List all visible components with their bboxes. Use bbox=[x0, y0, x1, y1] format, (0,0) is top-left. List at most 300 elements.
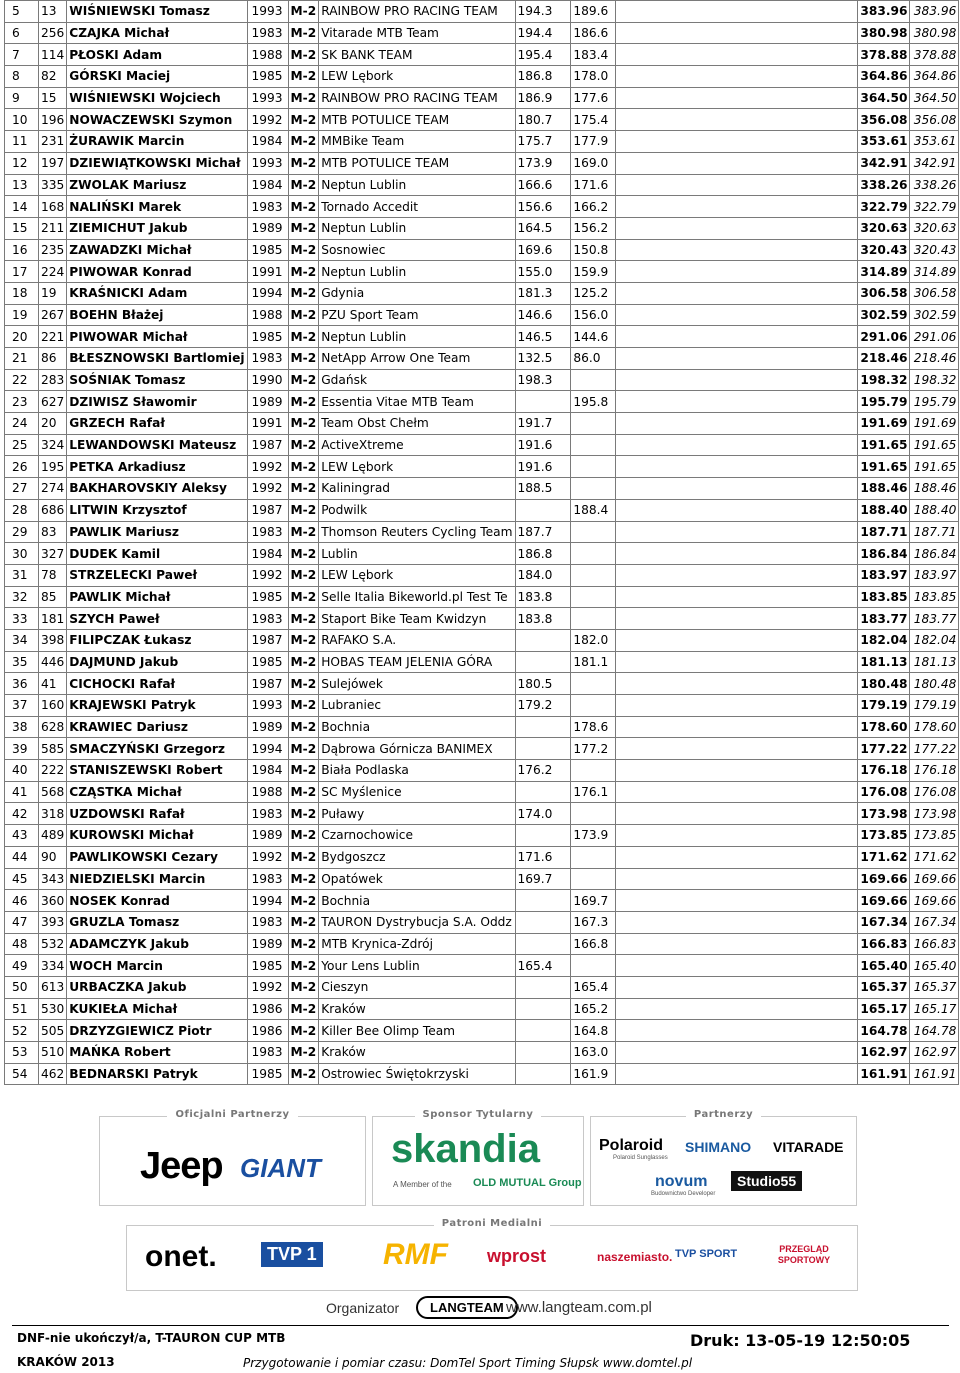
cell-pos: 23 bbox=[5, 391, 39, 413]
table-row bbox=[5, 131, 959, 153]
table-row bbox=[5, 803, 959, 825]
cell-category: M-2 bbox=[288, 391, 319, 413]
cell-pos: 24 bbox=[5, 413, 39, 435]
cell-lap1: 181.3 bbox=[515, 282, 554, 304]
cell-lap1: 176.2 bbox=[515, 760, 554, 782]
cell-points: 191.69 bbox=[858, 413, 910, 435]
cell-category: M-2 bbox=[288, 803, 319, 825]
table-row bbox=[5, 326, 959, 348]
cell-category: M-2 bbox=[288, 456, 319, 478]
cell-lap1: 184.0 bbox=[515, 564, 554, 586]
cell-empty bbox=[616, 868, 858, 890]
cell-number: 393 bbox=[39, 911, 67, 933]
cell-total: 353.61 bbox=[910, 131, 959, 153]
cell-year: 1988 bbox=[247, 781, 288, 803]
cell-empty bbox=[616, 825, 858, 847]
cell-empty bbox=[554, 586, 571, 608]
cell-empty bbox=[616, 911, 858, 933]
cell-team: Cieszyn bbox=[319, 976, 515, 998]
cell-number: 15 bbox=[39, 87, 67, 109]
cell-pos: 18 bbox=[5, 282, 39, 304]
cell-category: M-2 bbox=[288, 261, 319, 283]
cell-empty bbox=[616, 521, 858, 543]
cell-year: 1993 bbox=[247, 1, 288, 23]
cell-empty bbox=[554, 22, 571, 44]
cell-lap2: 169.7 bbox=[571, 890, 616, 912]
cell-lap1 bbox=[515, 629, 554, 651]
table-row bbox=[5, 760, 959, 782]
cell-empty bbox=[616, 152, 858, 174]
cell-lap1: 146.6 bbox=[515, 304, 554, 326]
cell-lap1 bbox=[515, 391, 554, 413]
cell-lap2: 195.8 bbox=[571, 391, 616, 413]
partners-section bbox=[590, 1109, 857, 1206]
cell-points: 380.98 bbox=[858, 22, 910, 44]
cell-empty bbox=[616, 586, 858, 608]
cell-number: 196 bbox=[39, 109, 67, 131]
cell-pos: 12 bbox=[5, 152, 39, 174]
cell-number: 398 bbox=[39, 629, 67, 651]
cell-lap1: 166.6 bbox=[515, 174, 554, 196]
cell-number: 13 bbox=[39, 1, 67, 23]
cell-empty bbox=[616, 239, 858, 261]
cell-lap1: 191.6 bbox=[515, 456, 554, 478]
footer-divider bbox=[12, 1325, 949, 1326]
cell-number: 197 bbox=[39, 152, 67, 174]
cell-empty bbox=[616, 608, 858, 630]
cell-lap1: 156.6 bbox=[515, 196, 554, 218]
cell-category: M-2 bbox=[288, 976, 319, 998]
cell-category: M-2 bbox=[288, 282, 319, 304]
cell-empty bbox=[554, 348, 571, 370]
cell-empty bbox=[554, 66, 571, 88]
cell-pos: 49 bbox=[5, 955, 39, 977]
cell-year: 1984 bbox=[247, 174, 288, 196]
cell-team: Kaliningrad bbox=[319, 478, 515, 500]
cell-points: 183.97 bbox=[858, 564, 910, 586]
cell-empty bbox=[616, 131, 858, 153]
polaroid-logo: Polaroid bbox=[599, 1137, 664, 1154]
cell-lap2: 86.0 bbox=[571, 348, 616, 370]
cell-empty bbox=[554, 933, 571, 955]
cell-empty bbox=[554, 499, 571, 521]
cell-total: 314.89 bbox=[910, 261, 959, 283]
cell-team: Sulejówek bbox=[319, 673, 515, 695]
cell-category: M-2 bbox=[288, 326, 319, 348]
table-row bbox=[5, 478, 959, 500]
skandia-logo: skandia bbox=[391, 1127, 540, 1171]
cell-total: 182.04 bbox=[910, 629, 959, 651]
shimano-logo: SHIMANO bbox=[685, 1139, 752, 1155]
cell-empty bbox=[616, 629, 858, 651]
cell-empty bbox=[554, 261, 571, 283]
cell-total: 176.18 bbox=[910, 760, 959, 782]
cell-empty bbox=[554, 174, 571, 196]
cell-lap2: 166.2 bbox=[571, 196, 616, 218]
cell-total: 165.17 bbox=[910, 998, 959, 1020]
cell-total: 218.46 bbox=[910, 348, 959, 370]
cell-empty bbox=[554, 651, 571, 673]
cell-lap2 bbox=[571, 868, 616, 890]
cell-team: Lubraniec bbox=[319, 695, 515, 717]
cell-lap2 bbox=[571, 760, 616, 782]
cell-name: WOCH Marcin bbox=[67, 955, 247, 977]
cell-year: 1991 bbox=[247, 261, 288, 283]
table-row bbox=[5, 456, 959, 478]
giant-logo: GIANT bbox=[240, 1153, 321, 1183]
cell-team: MTB POTULICE TEAM bbox=[319, 109, 515, 131]
cell-year: 1993 bbox=[247, 152, 288, 174]
cell-pos: 32 bbox=[5, 586, 39, 608]
cell-number: 82 bbox=[39, 66, 67, 88]
cell-empty bbox=[554, 196, 571, 218]
cell-category: M-2 bbox=[288, 781, 319, 803]
polaroid-sub: Polaroid Sunglasses bbox=[613, 1155, 668, 1161]
table-row bbox=[5, 868, 959, 890]
cell-lap2 bbox=[571, 955, 616, 977]
cell-lap2 bbox=[571, 564, 616, 586]
cell-category: M-2 bbox=[288, 846, 319, 868]
cell-points: 169.66 bbox=[858, 868, 910, 890]
cell-year: 1983 bbox=[247, 521, 288, 543]
cell-number: 168 bbox=[39, 196, 67, 218]
cell-total: 169.66 bbox=[910, 890, 959, 912]
cell-lap2 bbox=[571, 434, 616, 456]
cell-name: LITWIN Krzysztof bbox=[67, 499, 247, 521]
cell-empty bbox=[554, 629, 571, 651]
table-row bbox=[5, 695, 959, 717]
footer-place: KRAKÓW 2013 bbox=[17, 1355, 115, 1369]
cell-year: 1983 bbox=[247, 348, 288, 370]
cell-pos: 46 bbox=[5, 890, 39, 912]
cell-number: 585 bbox=[39, 738, 67, 760]
cell-name: PETKA Arkadiusz bbox=[67, 456, 247, 478]
table-row bbox=[5, 87, 959, 109]
cell-lap1: 169.7 bbox=[515, 868, 554, 890]
cell-empty bbox=[616, 890, 858, 912]
cell-team: Kraków bbox=[319, 998, 515, 1020]
cell-team: Bydgoszcz bbox=[319, 846, 515, 868]
langteam-logo: LANGTEAM bbox=[416, 1296, 518, 1319]
rmf-logo: RMF bbox=[383, 1238, 448, 1271]
cell-lap2 bbox=[571, 695, 616, 717]
cell-lap2 bbox=[571, 369, 616, 391]
cell-name: DZIWISZ Sławomir bbox=[67, 391, 247, 413]
table-row bbox=[5, 239, 959, 261]
cell-number: 19 bbox=[39, 282, 67, 304]
cell-name: NALIŃSKI Marek bbox=[67, 196, 247, 218]
cell-name: ZWOLAK Mariusz bbox=[67, 174, 247, 196]
cell-empty bbox=[616, 434, 858, 456]
cell-points: 169.66 bbox=[858, 890, 910, 912]
cell-pos: 44 bbox=[5, 846, 39, 868]
cell-name: CZAJKA Michał bbox=[67, 22, 247, 44]
cell-number: 90 bbox=[39, 846, 67, 868]
cell-number: 489 bbox=[39, 825, 67, 847]
cell-pos: 8 bbox=[5, 66, 39, 88]
cell-number: 327 bbox=[39, 543, 67, 565]
onet-logo: onet. bbox=[145, 1240, 217, 1273]
cell-team: Essentia Vitae MTB Team bbox=[319, 391, 515, 413]
cell-points: 187.71 bbox=[858, 521, 910, 543]
table-row bbox=[5, 1063, 959, 1085]
cell-empty bbox=[616, 976, 858, 998]
cell-pos: 34 bbox=[5, 629, 39, 651]
cell-points: 183.77 bbox=[858, 608, 910, 630]
cell-team: Dąbrowa Górnicza BANIMEX bbox=[319, 738, 515, 760]
cell-category: M-2 bbox=[288, 369, 319, 391]
cell-total: 191.65 bbox=[910, 456, 959, 478]
cell-empty bbox=[554, 304, 571, 326]
cell-total: 177.22 bbox=[910, 738, 959, 760]
cell-empty bbox=[616, 326, 858, 348]
cell-lap1 bbox=[515, 1063, 554, 1085]
cell-lap1 bbox=[515, 890, 554, 912]
table-row bbox=[5, 44, 959, 66]
cell-empty bbox=[554, 955, 571, 977]
cell-year: 1987 bbox=[247, 434, 288, 456]
cell-lap2: 182.0 bbox=[571, 629, 616, 651]
cell-empty bbox=[616, 217, 858, 239]
cell-empty bbox=[616, 174, 858, 196]
cell-empty bbox=[616, 261, 858, 283]
cell-team: LEW Lębork bbox=[319, 456, 515, 478]
cell-number: 462 bbox=[39, 1063, 67, 1085]
cell-team: SC Myślenice bbox=[319, 781, 515, 803]
cell-lap2 bbox=[571, 673, 616, 695]
cell-name: GRZECH Rafał bbox=[67, 413, 247, 435]
cell-number: 505 bbox=[39, 1020, 67, 1042]
cell-total: 380.98 bbox=[910, 22, 959, 44]
cell-year: 1989 bbox=[247, 217, 288, 239]
cell-points: 171.62 bbox=[858, 846, 910, 868]
cell-category: M-2 bbox=[288, 413, 319, 435]
cell-points: 342.91 bbox=[858, 152, 910, 174]
cell-lap1: 187.7 bbox=[515, 521, 554, 543]
cell-year: 1984 bbox=[247, 131, 288, 153]
cell-number: 613 bbox=[39, 976, 67, 998]
cell-pos: 40 bbox=[5, 760, 39, 782]
cell-year: 1994 bbox=[247, 738, 288, 760]
cell-number: 274 bbox=[39, 478, 67, 500]
cell-lap2 bbox=[571, 456, 616, 478]
cell-empty bbox=[554, 825, 571, 847]
cell-name: DUDEK Kamil bbox=[67, 543, 247, 565]
cell-name: KUKIEŁA Michał bbox=[67, 998, 247, 1020]
cell-category: M-2 bbox=[288, 174, 319, 196]
cell-lap2: 164.8 bbox=[571, 1020, 616, 1042]
tvp-sport-logo: TVP SPORT bbox=[675, 1248, 738, 1260]
cell-lap1: 183.8 bbox=[515, 586, 554, 608]
cell-name: ŻURAWIK Marcin bbox=[67, 131, 247, 153]
cell-lap1 bbox=[515, 499, 554, 521]
cell-team: Puławy bbox=[319, 803, 515, 825]
cell-pos: 35 bbox=[5, 651, 39, 673]
cell-pos: 38 bbox=[5, 716, 39, 738]
cell-pos: 31 bbox=[5, 564, 39, 586]
novum-sub: Budownictwo Developer bbox=[651, 1191, 716, 1197]
cell-total: 356.08 bbox=[910, 109, 959, 131]
cell-points: 166.83 bbox=[858, 933, 910, 955]
table-row bbox=[5, 369, 959, 391]
cell-empty bbox=[616, 413, 858, 435]
cell-empty bbox=[554, 695, 571, 717]
cell-name: PAWLIK Mariusz bbox=[67, 521, 247, 543]
cell-year: 1984 bbox=[247, 760, 288, 782]
cell-year: 1985 bbox=[247, 66, 288, 88]
cell-year: 1984 bbox=[247, 543, 288, 565]
cell-total: 171.62 bbox=[910, 846, 959, 868]
cell-year: 1986 bbox=[247, 1020, 288, 1042]
cell-year: 1988 bbox=[247, 44, 288, 66]
cell-year: 1983 bbox=[247, 22, 288, 44]
table-row bbox=[5, 261, 959, 283]
cell-empty bbox=[554, 326, 571, 348]
cell-points: 165.37 bbox=[858, 976, 910, 998]
cell-empty bbox=[616, 1063, 858, 1085]
table-row bbox=[5, 781, 959, 803]
cell-year: 1992 bbox=[247, 976, 288, 998]
table-row bbox=[5, 152, 959, 174]
cell-pos: 20 bbox=[5, 326, 39, 348]
cell-team: ActiveXtreme bbox=[319, 434, 515, 456]
cell-year: 1992 bbox=[247, 456, 288, 478]
cell-number: 86 bbox=[39, 348, 67, 370]
cell-empty bbox=[616, 781, 858, 803]
wprost-logo: wprost bbox=[487, 1246, 547, 1266]
cell-category: M-2 bbox=[288, 933, 319, 955]
cell-lap1 bbox=[515, 1042, 554, 1064]
partners-title: Partnerzy bbox=[686, 1109, 761, 1120]
cell-points: 188.40 bbox=[858, 499, 910, 521]
cell-year: 1985 bbox=[247, 1063, 288, 1085]
cell-empty bbox=[554, 152, 571, 174]
cell-name: FILIPCZAK Łukasz bbox=[67, 629, 247, 651]
cell-category: M-2 bbox=[288, 478, 319, 500]
cell-pos: 6 bbox=[5, 22, 39, 44]
cell-lap1: 194.4 bbox=[515, 22, 554, 44]
cell-points: 302.59 bbox=[858, 304, 910, 326]
cell-points: 161.91 bbox=[858, 1063, 910, 1085]
cell-name: STRZELECKI Paweł bbox=[67, 564, 247, 586]
cell-year: 1985 bbox=[247, 326, 288, 348]
cell-empty bbox=[554, 282, 571, 304]
cell-pos: 27 bbox=[5, 478, 39, 500]
novum-logo: novum bbox=[655, 1173, 708, 1190]
cell-points: 176.18 bbox=[858, 760, 910, 782]
cell-name: WIŚNIEWSKI Tomasz bbox=[67, 1, 247, 23]
cell-pos: 14 bbox=[5, 196, 39, 218]
cell-lap2: 186.6 bbox=[571, 22, 616, 44]
cell-team: Selle Italia Bikeworld.pl Test Te bbox=[319, 586, 515, 608]
cell-name: LEWANDOWSKI Mateusz bbox=[67, 434, 247, 456]
cell-lap1: 191.6 bbox=[515, 434, 554, 456]
cell-name: PAWLIKOWSKI Cezary bbox=[67, 846, 247, 868]
cell-lap2: 176.1 bbox=[571, 781, 616, 803]
cell-year: 1987 bbox=[247, 499, 288, 521]
cell-year: 1994 bbox=[247, 890, 288, 912]
cell-category: M-2 bbox=[288, 586, 319, 608]
cell-points: 378.88 bbox=[858, 44, 910, 66]
cell-total: 173.85 bbox=[910, 825, 959, 847]
cell-points: 364.86 bbox=[858, 66, 910, 88]
cell-team: MTB POTULICE TEAM bbox=[319, 152, 515, 174]
cell-lap1 bbox=[515, 998, 554, 1020]
cell-pos: 16 bbox=[5, 239, 39, 261]
cell-team: MTB Krynica-Zdrój bbox=[319, 933, 515, 955]
cell-empty bbox=[554, 673, 571, 695]
cell-lap2 bbox=[571, 608, 616, 630]
cell-total: 306.58 bbox=[910, 282, 959, 304]
cell-name: GÓRSKI Maciej bbox=[67, 66, 247, 88]
cell-name: SZYCH Paweł bbox=[67, 608, 247, 630]
cell-number: 267 bbox=[39, 304, 67, 326]
cell-category: M-2 bbox=[288, 217, 319, 239]
cell-total: 178.60 bbox=[910, 716, 959, 738]
cell-category: M-2 bbox=[288, 239, 319, 261]
cell-category: M-2 bbox=[288, 1020, 319, 1042]
cell-pos: 37 bbox=[5, 695, 39, 717]
cell-name: MAŃKA Robert bbox=[67, 1042, 247, 1064]
cell-category: M-2 bbox=[288, 695, 319, 717]
cell-name: SOŚNIAK Tomasz bbox=[67, 369, 247, 391]
table-row bbox=[5, 1042, 959, 1064]
cell-lap2: 177.9 bbox=[571, 131, 616, 153]
cell-total: 161.91 bbox=[910, 1063, 959, 1085]
cell-year: 1993 bbox=[247, 695, 288, 717]
cell-team: Ostrowiec Świętokrzyski bbox=[319, 1063, 515, 1085]
table-row bbox=[5, 1020, 959, 1042]
cell-year: 1989 bbox=[247, 825, 288, 847]
cell-empty bbox=[616, 651, 858, 673]
cell-pos: 22 bbox=[5, 369, 39, 391]
cell-category: M-2 bbox=[288, 651, 319, 673]
cell-pos: 52 bbox=[5, 1020, 39, 1042]
cell-points: 181.13 bbox=[858, 651, 910, 673]
cell-empty bbox=[616, 846, 858, 868]
table-row bbox=[5, 933, 959, 955]
cell-team: LEW Lębork bbox=[319, 66, 515, 88]
cell-empty bbox=[554, 87, 571, 109]
cell-year: 1983 bbox=[247, 608, 288, 630]
cell-empty bbox=[616, 1042, 858, 1064]
cell-year: 1983 bbox=[247, 803, 288, 825]
cell-lap2: 171.6 bbox=[571, 174, 616, 196]
cell-points: 173.85 bbox=[858, 825, 910, 847]
cell-name: ADAMCZYK Jakub bbox=[67, 933, 247, 955]
cell-pos: 5 bbox=[5, 1, 39, 23]
cell-points: 314.89 bbox=[858, 261, 910, 283]
cell-category: M-2 bbox=[288, 738, 319, 760]
cell-pos: 41 bbox=[5, 781, 39, 803]
cell-name: PIWOWAR Michał bbox=[67, 326, 247, 348]
cell-total: 191.69 bbox=[910, 413, 959, 435]
cell-name: NOWACZEWSKI Szymon bbox=[67, 109, 247, 131]
cell-number: 181 bbox=[39, 608, 67, 630]
cell-empty bbox=[554, 521, 571, 543]
cell-pos: 21 bbox=[5, 348, 39, 370]
cell-lap2: 188.4 bbox=[571, 499, 616, 521]
cell-category: M-2 bbox=[288, 911, 319, 933]
cell-total: 320.63 bbox=[910, 217, 959, 239]
cell-points: 186.84 bbox=[858, 543, 910, 565]
cell-number: 530 bbox=[39, 998, 67, 1020]
cell-total: 183.85 bbox=[910, 586, 959, 608]
cell-category: M-2 bbox=[288, 955, 319, 977]
naszemiasto-logo: naszemiasto. bbox=[597, 1250, 673, 1264]
cell-points: 320.43 bbox=[858, 239, 910, 261]
cell-total: 173.98 bbox=[910, 803, 959, 825]
